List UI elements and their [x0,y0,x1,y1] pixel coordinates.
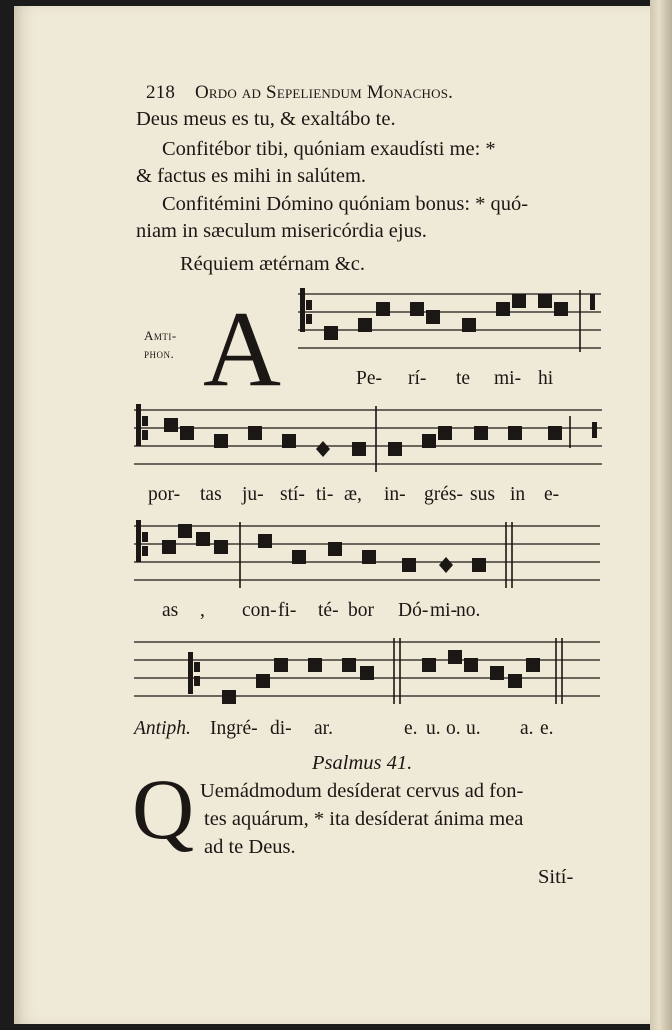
antiphon-label-1: Amti- [144,328,177,343]
syllable: in- [384,484,406,505]
syllable: Dó- [398,600,429,621]
chant-staff-2 [134,402,604,480]
syllable: hi [538,368,554,389]
verse-line-4: Confitémini Dómino quóniam bonus: * quó- [162,193,529,215]
syllable: u. [466,718,481,739]
syllable: e. [404,718,418,739]
neumes-line-2 [164,418,562,457]
chant-staff-1 [298,286,604,362]
syllable: in [510,484,526,505]
requiem-line: Réquiem ætérnam &c. [180,253,366,275]
page-title: Ordo ad Sepeliendum Monachos. [195,82,454,103]
syllable: fi- [278,600,297,621]
chant-staff-4 [134,634,604,714]
syllable: stí- [280,484,305,505]
neumes-line-1 [324,294,568,340]
syllable: ti- [316,484,334,505]
syllable: e- [544,484,560,505]
adjacent-page-edge [650,0,672,1030]
syllable: ar. [314,718,333,739]
syllable: e. [540,718,554,739]
neumes-line-3 [162,524,486,573]
verse-line-3: & factus es mihi in salútem. [136,165,367,187]
syllable: æ, [344,484,362,505]
running-header [146,82,453,104]
verse-line-1: Deus meus es tu, & exaltábo te. [136,108,396,130]
c-clef-icon [188,652,200,694]
syllable: té- [318,600,339,621]
syllable: di- [270,718,292,739]
syllable: no. [456,600,481,621]
verse-line-5: niam in sæculum misericórdia ejus. [136,220,427,242]
syllable: mi- [430,600,458,621]
antiphon-abbrev: Antiph. [134,718,191,739]
catchword: Sití- [538,866,574,888]
chant-staff-3 [134,518,604,598]
syllable: con- [242,600,277,621]
syllable: sus [470,484,495,505]
c-clef-icon [300,288,312,332]
syllable: ju- [242,484,264,505]
custos-icon [592,422,597,438]
psalm-line-1: Uemádmodum desíderat cervus ad fon- [200,780,524,802]
syllable: Pe- [356,368,382,389]
syllable: mi- [494,368,522,389]
psalm-line-3: ad te Deus. [204,836,296,858]
syllable: grés- [424,484,463,505]
drop-cap-a: A [203,290,281,409]
syllable: rí- [408,368,427,389]
custos-icon [590,294,595,310]
drop-cap-q: Q [132,761,195,857]
syllable: bor [348,600,374,621]
staff-lines [134,410,602,464]
syllable: te [456,368,471,389]
syllable: Ingré- [210,718,258,739]
page-number: 218 [146,82,176,103]
psalm-line-2: tes aquárum, * ita desíderat ánima mea [204,808,524,830]
syllable: , [200,600,205,621]
verse-line-2: Confitébor tibi, quóniam exaudísti me: * [162,138,496,160]
antiphon-label-2: phon. [144,346,175,361]
syllable: as [162,600,179,621]
psalm-title: Psalmus 41. [312,752,413,774]
syllable: o. [446,718,461,739]
syllable: a. [520,718,534,739]
syllable: por- [148,484,181,505]
syllable: tas [200,484,222,505]
syllable: u. [426,718,441,739]
